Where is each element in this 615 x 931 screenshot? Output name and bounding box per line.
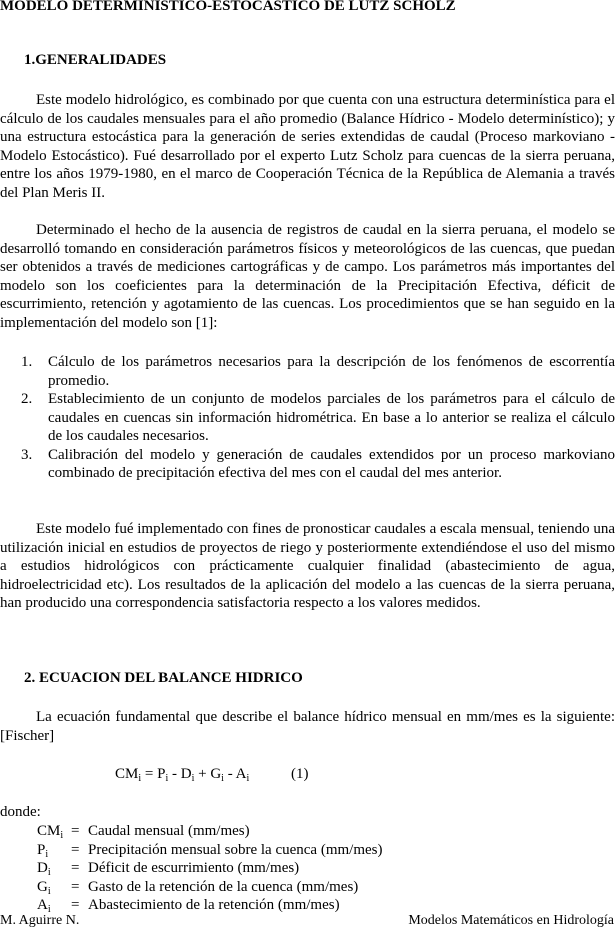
list-item-number: 2. xyxy=(21,391,33,407)
equation-subscript: i xyxy=(221,773,224,784)
definition-symbol: $D_i$ xyxy=(37,860,51,878)
list-item-number: 1. xyxy=(21,354,33,370)
equation-operator: + xyxy=(194,766,211,782)
section-heading-balance-hidrico: 2. ECUACION DEL BALANCE HIDRICO xyxy=(24,670,303,686)
list-item xyxy=(0,446,615,483)
procedure-list xyxy=(0,353,615,483)
equation-operator: - xyxy=(168,766,181,782)
equation-operator: - xyxy=(223,766,236,782)
equation-term: D xyxy=(180,766,192,782)
footer-author: M. Aguirre N. xyxy=(0,913,80,928)
list-item xyxy=(0,353,615,390)
list-item-number: 3. xyxy=(21,446,33,463)
definition-symbol: $P_i$ xyxy=(37,841,49,860)
list-item xyxy=(0,390,615,446)
equation-term: G xyxy=(210,766,222,782)
balance-equation xyxy=(115,765,309,784)
equation-term: A xyxy=(235,766,247,782)
list-item-text: Calibración del modelo y generación de caudales extendidos por un proceso markoviano combinado de precipitación efectiva del mes con el caudal del mes anterior. xyxy=(48,446,615,481)
definition-description: Gasto de la retención de la cuenca (mm/mes) xyxy=(88,878,359,895)
definition-description: Caudal mensual (mm/mes) xyxy=(88,823,250,839)
equation-subscript: i xyxy=(191,773,195,784)
equation-operator: = xyxy=(141,766,158,782)
definition-equals: = xyxy=(71,897,80,913)
definition-equals: = xyxy=(71,860,80,876)
list-item-text: Establecimiento de un conjunto de modelos parciales de los parámetros para el cálculo de caudales en cuencas sin información hidrométrica. En base a lo anterior se realiza el cálculo de los caudales necesarios. xyxy=(48,391,615,444)
definition-description: Precipitación mensual sobre la cuenca (mm/mes) xyxy=(88,841,383,858)
definition-equals: = xyxy=(71,841,80,858)
paragraph-intro: Este modelo hidrológico, es combinado por que cuenta con una estructura determinística para el cálculo de los caudales mensuales para el año promedio (Balance Hídrico - Modelo determinístico); y una estructura estocástica para la generación de series extendidas de caudal (Proceso markoviano - Modelo Estocástico). Fué desarrollado por el experto Lutz Scholz para cuencas de la sierra peruana, entre los años 1979-1980, en el marco de Cooperación Técnica de la República de Alemania a través del Plan Meris II. xyxy=(0,92,615,201)
equation-term: P xyxy=(157,766,166,782)
footer-course: Modelos Matemáticos en Hidrología xyxy=(408,913,614,928)
definition-symbol: $G_i$ xyxy=(37,878,51,897)
definition-description: Déficit de escurrimiento (mm/mes) xyxy=(88,860,300,876)
equation-subscript: i xyxy=(165,773,169,784)
equation-subscript: i xyxy=(138,773,142,784)
definition-symbol: $CM_i$ xyxy=(37,823,64,841)
definition-equals: = xyxy=(71,878,80,895)
list-item-text: Cálculo de los parámetros necesarios para la descripción de los fenómenos de escorrentía promedio. xyxy=(48,354,615,389)
equation-subscript: i xyxy=(246,773,250,784)
section-heading-generalidades: 1.GENERALIDADES xyxy=(24,52,167,68)
paragraph-balance-equation: La ecuación fundamental que describe el balance hídrico mensual en mm/mes es la siguiente: [Fischer] xyxy=(0,709,615,744)
document-title: MODELO DETERMINISTICO-ESTOCASTICO DE LUTZ SCHOLZ xyxy=(0,0,456,14)
definition-symbol: $A_i$ xyxy=(37,897,51,915)
paragraph-implementation: Este modelo fué implementado con fines de pronosticar caudales a escala mensual, teniendo una utilización inicial en estudios de proyectos de riego y posteriormente extendiéndose el uso del mismo a estudios hidrológicos con prácticamente cualquier finalidad (abastecimiento de agua, hidroelectricidad etc). Los resultados de la aplicación del modelo a las cuencas de la sierra peruana, han producido una correspondencia satisfactoria respecto a los valores medidos. xyxy=(0,521,615,611)
equation-number: (1) xyxy=(291,766,309,782)
equation-lhs: CM xyxy=(115,766,139,782)
paragraph-parameters: Determinado el hecho de la ausencia de registros de caudal en la sierra peruana, el modelo se desarrolló tomando en consideración parámetros físicos y meteorológicos de las cuencas, que puedan ser obtenidos a través de mediciones cartográficas y de campo. Los parámetros más importantes del modelo son los coeficientes para la determinación de la Precipitación Efectiva, déficit de escurrimiento, retención y agotamiento de las cuencas. Los procedimientos que se han seguido en la implementación del modelo son [1]: xyxy=(0,222,615,331)
where-label: donde: xyxy=(0,804,41,820)
definition-description: Abastecimiento de la retención (mm/mes) xyxy=(88,897,340,913)
definition-equals: = xyxy=(71,823,80,839)
